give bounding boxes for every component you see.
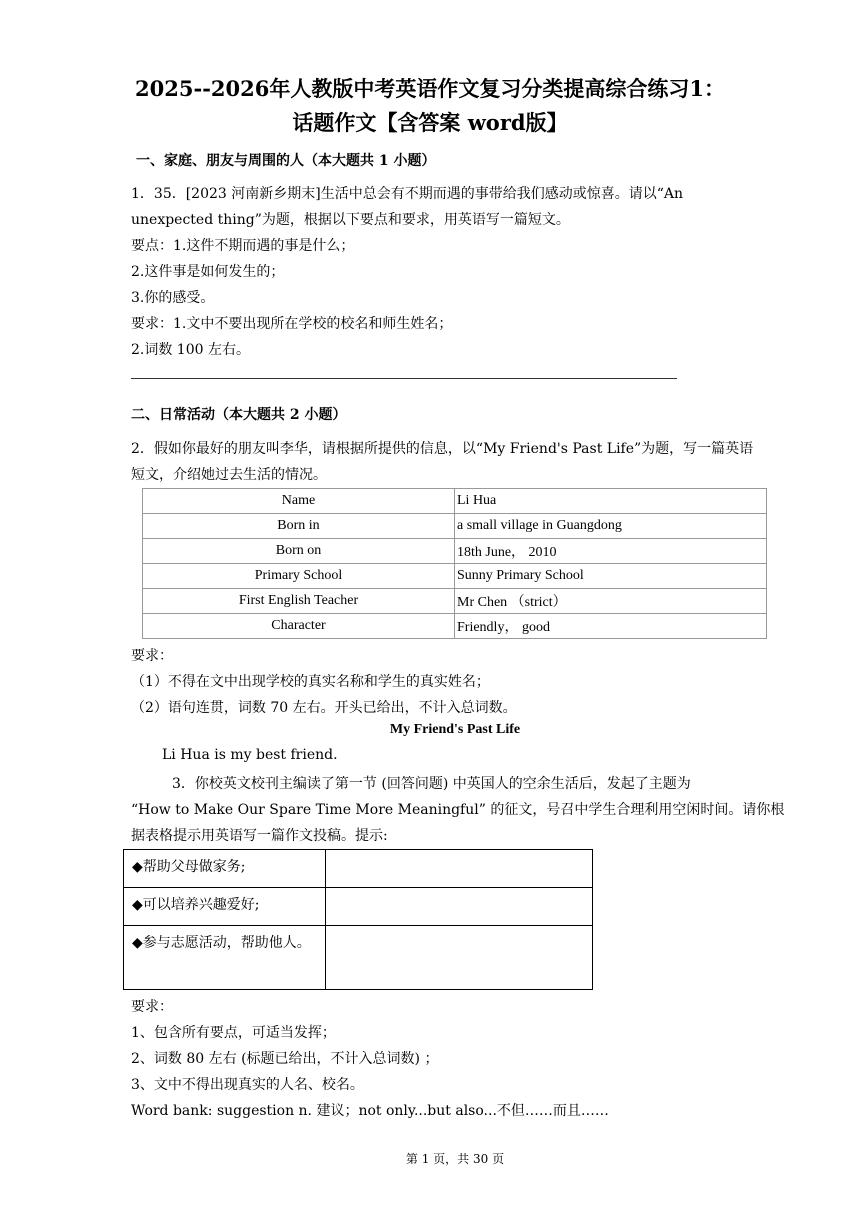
q1-line-5: 3.你的感受。 xyxy=(131,290,215,306)
q1-line-2: unexpected thing”为题，根据以下要点和要求，用英语写一篇短文。 xyxy=(131,212,570,228)
table-row xyxy=(143,539,767,564)
q3-req-1: 1、包含所有要点，可适当发挥； xyxy=(131,1025,336,1041)
table-row xyxy=(124,888,593,926)
table-cell-value: Mr Chen （strict） xyxy=(455,589,767,614)
answer-divider xyxy=(131,378,677,379)
table-cell-value: a small village in Guangdong xyxy=(455,514,767,539)
table-cell-key: Name xyxy=(143,489,455,514)
q3-req-2: 2、词数 80 左右 (标题已给出，不计入总词数) ； xyxy=(131,1051,439,1067)
q1-line-6: 要求：1.文中不要出现所在学校的校名和师生姓名； xyxy=(131,316,453,332)
table-row xyxy=(143,564,767,589)
section-2-heading: 二、日常活动（本大题共 2 小题） xyxy=(131,407,347,423)
section-1-heading: 一、家庭、朋友与周围的人（本大题共 1 小题） xyxy=(136,153,436,169)
table-cell-key: ◆可以培养兴趣爱好; xyxy=(124,888,326,926)
table-cell-value xyxy=(326,888,593,926)
word-bank: Word bank: suggestion n. 建议；not only...but also...不但……而且…… xyxy=(131,1103,609,1119)
q2-line-1: 2．假如你最好的朋友叫李华，请根据所提供的信息，以“My Friend's Past Life”为题，写一篇英语 xyxy=(131,441,754,457)
title-line-1: 2025--2026年人教版中考英语作文复习分类提高综合练习1： xyxy=(135,76,725,101)
table-cell-value: Sunny Primary School xyxy=(455,564,767,589)
q2-req-2: （2）语句连贯，词数 70 左右。开头已给出，不计入总词数。 xyxy=(131,700,517,716)
table-cell-key: Born in xyxy=(143,514,455,539)
q3-line-2: “How to Make Our Spare Time More Meaningful” 的征文，号召中学生合理利用空闲时间。请你根 xyxy=(131,802,785,818)
table-cell-key: Character xyxy=(143,614,455,639)
friend-info-table xyxy=(142,488,767,639)
q1-line-1: 1．35．[2023 河南新乡期末]生活中总会有不期而遇的事带给我们感动或惊喜。请以“An xyxy=(131,186,684,202)
table-cell-value: Friendly， good xyxy=(455,614,767,639)
table-row xyxy=(143,514,767,539)
table-cell-key: First English Teacher xyxy=(143,589,455,614)
table-row xyxy=(143,614,767,639)
q1-line-4: 2.这件事是如何发生的； xyxy=(131,264,285,280)
q3-line-1: 3．你校英文校刊主编读了第一节 (回答问题) 中英国人的空余生活后，发起了主题为 xyxy=(172,776,691,792)
table-cell-key: ◆参与志愿活动，帮助他人。 xyxy=(124,926,326,990)
title-line-2: 话题作文【含答案 word版】 xyxy=(292,110,568,135)
table-cell-value: Li Hua xyxy=(455,489,767,514)
q3-line-3: 据表格提示用英语写一篇作文投稿。提示: xyxy=(131,828,388,844)
page-footer: 第 1 页，共 30 页 xyxy=(405,1152,505,1166)
q3-req-3: 3、文中不得出现真实的人名、校名。 xyxy=(131,1077,364,1093)
table-row xyxy=(124,850,593,888)
essay-opening: Li Hua is my best friend. xyxy=(162,747,338,763)
q2-req-1: （1）不得在文中出现学校的真实名称和学生的真实姓名； xyxy=(131,674,490,690)
table-cell-value xyxy=(326,926,593,990)
table-row xyxy=(143,489,767,514)
q1-line-7: 2.词数 100 左右。 xyxy=(131,342,250,358)
table-cell-key: Born on xyxy=(143,539,455,564)
q2-req-label: 要求： xyxy=(131,648,173,664)
q3-req-label: 要求： xyxy=(131,999,173,1015)
essay-title: My Friend's Past Life xyxy=(389,722,521,737)
q2-line-2: 短文，介绍她过去生活的情况。 xyxy=(131,467,327,483)
table-row xyxy=(124,926,593,990)
table-cell-key: ◆帮助父母做家务; xyxy=(124,850,326,888)
table-cell-value xyxy=(326,850,593,888)
spare-time-table xyxy=(123,849,593,990)
table-cell-key: Primary School xyxy=(143,564,455,589)
table-cell-value: 18th June， 2010 xyxy=(455,539,767,564)
q1-line-3: 要点：1.这件不期而遇的事是什么； xyxy=(131,238,355,254)
document-title xyxy=(60,72,800,140)
table-row xyxy=(143,589,767,614)
